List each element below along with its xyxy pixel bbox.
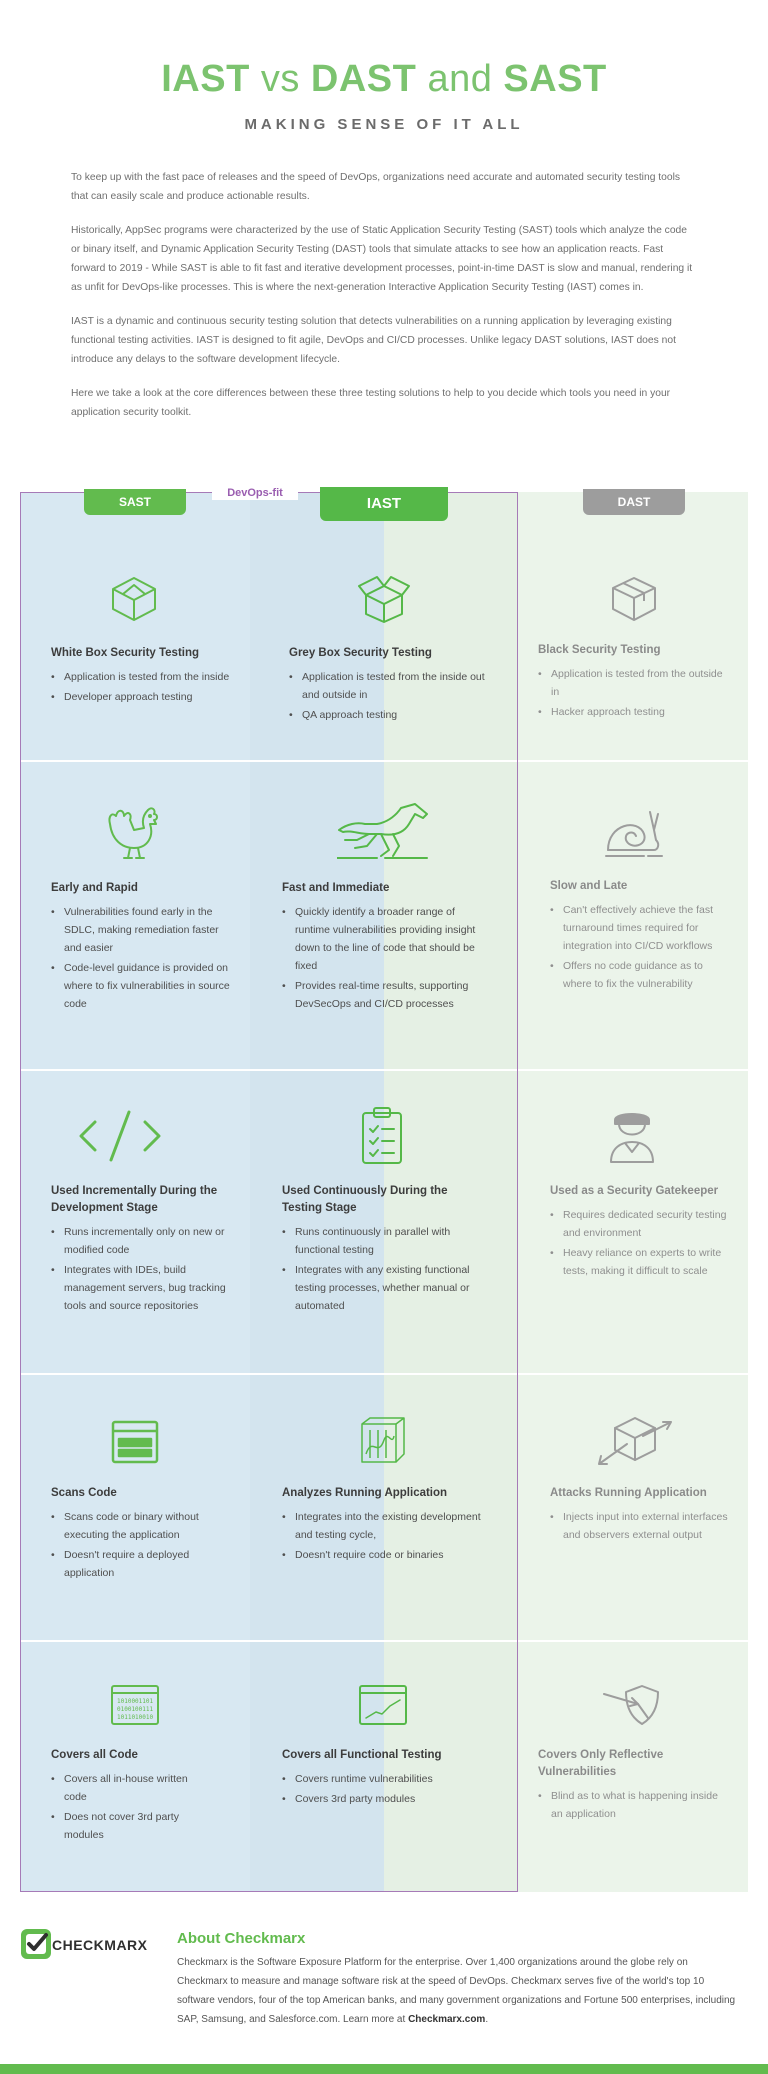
bottom-bar — [0, 2064, 768, 2074]
cell-title: Analyzes Running Application — [282, 1487, 448, 1499]
guard-icon — [607, 1108, 657, 1169]
iast-column-header: IAST — [320, 487, 448, 521]
box-icon — [109, 575, 159, 628]
about-text: Checkmarx is the Software Exposure Platform for the enterprise. Over 1,400 organizations around the globe rely on Checkmarx to measure and manage software risk at the speed of DevOps. Checkmarx serves five of the world's top 10 software vendors, four of the top American banks, and many government organizations and Fortune 500 enterprises, including SAP, Samsung, and Salesforce.com. Learn more at — [177, 1957, 736, 2025]
iast-cell — [282, 1747, 482, 1810]
attack-cube-icon — [597, 1414, 673, 1475]
running-app-icon — [358, 1416, 408, 1471]
list-item: • Application is tested from the inside out and outside in — [289, 668, 489, 704]
title-sast: SAST — [503, 58, 607, 100]
intro-text — [71, 168, 697, 437]
list-item: • Offers no code guidance as to where to fix the vulnerability — [550, 957, 730, 993]
intro-paragraph: IAST is a dynamic and continuous security testing solution that detects vulnerabilities on a running application by leveraging existing functional testing activities. IAST is designed to fit agile, DevOps and CI/CD processes. Unlike legacy DAST solutions, IAST does not introduce any delays to the software development lifecycle. — [71, 316, 676, 365]
iast-cell — [282, 880, 492, 1015]
title-and: and — [427, 58, 493, 100]
about-body — [177, 1953, 737, 2029]
binary-line: 0100100111 — [117, 1706, 154, 1713]
rooster-icon — [104, 802, 164, 867]
list-item: • Injects input into external interfaces and observers external output — [550, 1508, 730, 1544]
page-title — [0, 58, 768, 101]
list-item: • Can't effectively achieve the fast turnaround times required for integration into CI/CD workflows — [550, 901, 730, 955]
binary-line: 1010001101 — [117, 1698, 154, 1705]
intro-paragraph: Here we take a look at the core differences between these three testing solutions to help to you decide which tools you need in your application security toolkit. — [71, 388, 671, 418]
clipboard-icon — [360, 1105, 404, 1170]
closed-box-icon — [609, 575, 659, 628]
binary-line: 1011010010 — [117, 1714, 154, 1721]
list-item: • Application is tested from the inside — [51, 668, 241, 686]
intro-paragraph: To keep up with the fast pace of releases and the speed of DevOps, organizations need accurate and automated security testing tools that can easily scale and produce actionable results. — [71, 172, 681, 202]
devops-fit-label: DevOps-fit — [212, 486, 298, 500]
cell-title: Used as a Security Gatekeeper — [550, 1185, 719, 1197]
dast-column-header: DAST — [583, 489, 685, 515]
checkmarx-link[interactable]: Checkmarx.com — [408, 2014, 486, 2025]
list-item: • Developer approach testing — [51, 688, 241, 706]
sast-column-header: SAST — [84, 489, 186, 515]
list-item: • Provides real-time results, supporting DevSecOps and CI/CD processes — [282, 977, 492, 1013]
shield-arrow-icon — [602, 1682, 662, 1733]
list-item: • Covers all in-house written code — [51, 1770, 201, 1806]
code-icon — [77, 1108, 163, 1169]
list-item: • Covers runtime vulnerabilities — [282, 1770, 482, 1788]
open-box-icon — [357, 572, 411, 629]
cell-title: Used Incrementally During the Development Stage — [51, 1185, 218, 1214]
cell-title: Early and Rapid — [51, 882, 138, 894]
horse-icon — [337, 800, 431, 867]
cell-title: Attacks Running Application — [550, 1487, 707, 1499]
sast-cell — [51, 1485, 231, 1584]
cell-title: Grey Box Security Testing — [289, 647, 432, 659]
dast-cell — [550, 878, 730, 995]
list-item: • Covers 3rd party modules — [282, 1790, 482, 1808]
title-vs: vs — [260, 58, 300, 100]
iast-cell — [282, 1485, 482, 1566]
cell-title: Scans Code — [51, 1487, 117, 1499]
list-item: • Does not cover 3rd party modules — [51, 1808, 201, 1844]
cell-title: Fast and Immediate — [282, 882, 390, 894]
list-item: • Blind as to what is happening inside an application — [538, 1787, 728, 1823]
code-window-icon — [111, 1420, 159, 1469]
list-item: • Integrates with any existing functional testing processes, whether manual or automated — [282, 1261, 482, 1315]
dast-cell — [550, 1485, 730, 1546]
iast-cell — [282, 1183, 482, 1317]
list-item: • Quickly identify a broader range of runtime vulnerabilities providing insight down to the line of code that should be fixed — [282, 903, 492, 975]
checkmark-icon — [20, 1928, 52, 1960]
list-item: • Hacker approach testing — [538, 703, 728, 721]
cell-title: Covers all Code — [51, 1749, 138, 1761]
cell-title: Black Security Testing — [538, 644, 661, 656]
title-iast: IAST — [161, 58, 250, 100]
intro-paragraph: Historically, AppSec programs were characterized by the use of Static Application Security Testing (SAST) tools which analyze the code or binary itself, and Dynamic Application Security Testing (DAST) tools that simulate attacks to see how an application reacts. Fast forward to 2019 - While SAST is able to fit fast and iterative development processes, point-in-time DAST is slow and manual, rendering it as unfit for DevOps-like processes. This is where the next-generation Interactive Application Security Testing (IAST) comes in. — [71, 225, 693, 293]
list-item: • Doesn't require code or binaries — [282, 1546, 482, 1564]
list-item: • Runs incrementally only on new or modified code — [51, 1223, 231, 1259]
dast-cell — [550, 1183, 730, 1282]
about-title: About Checkmarx — [177, 1930, 306, 1947]
list-item: • Doesn't require a deployed application — [51, 1546, 231, 1582]
snail-icon — [604, 804, 664, 865]
cell-title: Used Continuously During the Testing Stage — [282, 1185, 448, 1214]
cell-title: Slow and Late — [550, 880, 628, 892]
cell-title: Covers Only Reflective Vulnerabilities — [538, 1749, 664, 1778]
list-item: • Integrates with IDEs, build management servers, bug tracking tools and source repositories — [51, 1261, 231, 1315]
graph-window-icon — [358, 1684, 408, 1731]
cell-title: White Box Security Testing — [51, 647, 200, 659]
about-end: . — [485, 2014, 489, 2025]
list-item: • Scans code or binary without executing the application — [51, 1508, 231, 1544]
dast-cell — [538, 642, 728, 723]
logo-text: CHECKMARX — [52, 1937, 148, 1953]
sast-cell — [51, 645, 241, 708]
list-item: • Runs continuously in parallel with functional testing — [282, 1223, 482, 1259]
list-item: • Code-level guidance is provided on where to fix vulnerabilities in source code — [51, 959, 231, 1013]
page-subtitle: MAKING SENSE OF IT ALL — [244, 116, 524, 133]
cell-title: Covers all Functional Testing — [282, 1749, 442, 1761]
binary-window-icon — [110, 1684, 160, 1731]
iast-cell — [289, 645, 489, 726]
sast-cell — [51, 1183, 231, 1317]
sast-cell — [51, 880, 231, 1015]
title-dast: DAST — [310, 58, 417, 100]
dast-cell — [538, 1747, 728, 1825]
list-item: • Vulnerabilities found early in the SDLC, making remediation faster and easier — [51, 903, 231, 957]
list-item: • Application is tested from the outside in — [538, 665, 728, 701]
list-item: • QA approach testing — [289, 706, 489, 724]
list-item: • Requires dedicated security testing and environment — [550, 1206, 730, 1242]
sast-cell — [51, 1747, 201, 1846]
list-item: • Heavy reliance on experts to write tests, making it difficult to scale — [550, 1244, 730, 1280]
list-item: • Integrates into the existing development and testing cycle, — [282, 1508, 482, 1544]
